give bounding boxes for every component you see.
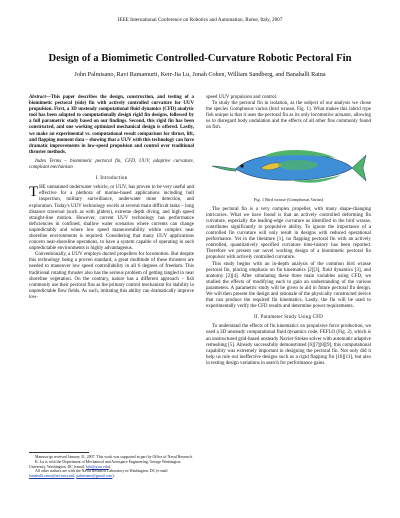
right-paragraph-4: This study begins with an in-depth analysis of the common bird wrasse pectoral fin, placing emphasis on fin kinematics [2][3], fluid dynamics [3], and anatomy [2][4]. After simulating these three main variables using CFD, we studied the effects of modifying each to gain an understanding of the various parameters. A parametric study will be given to aid in future pectoral fin design. We will then present the design and rationale of the physically constructed device that can produce the required fin kinematics. Lastly, the fin will be used to experimentally verify the CFD results and determine power requirements. bbox=[206, 261, 371, 310]
abstract bbox=[29, 95, 194, 156]
intro-paragraph-1 bbox=[29, 185, 194, 252]
bird-wrasse-illustration bbox=[206, 135, 371, 197]
footnote-other-authors-end: ). bbox=[112, 474, 115, 479]
footnote-rule bbox=[29, 452, 89, 453]
footnote-separator: , bbox=[74, 474, 77, 479]
paper-title: Design of a Biomimetic Controlled-Curvature Robotic Pectoral Fin bbox=[48, 53, 352, 64]
intro-paragraph-2: Conventionally, a UUV employs ducted propellers for locomotion. But despite this technology being a proven standard, a great multitude of these thrusters are needed to maneuver low speed controllability in all 6 degrees of freedom. This traditional rotating thruster also has the serious problem of getting tangled in near shoreline vegetation. On the contrary, nature has a different approach – fish commonly use their pectoral fins as the primary control mechanism for stability in unpredictable flow fields. As such, imitating this ability can dramatically improve low- bbox=[29, 252, 194, 300]
intro-text-1: HE unmanned underwater vehicle, or UUV, has proven to be very useful and effective for a plethora of marine-based applications including hull inspection, military surveillance, underwater mine detection, and exploration. Today's UUV technology excels at several main difficult tasks – long distance traversal (such as with gliders), extreme depth diving, and high speed straight-line motion. However, current UUV technology has performance deficiencies in confined, shallow water scenarios where currents can change unpredictably and where low speed maneuverability within complex near shoreline environments is required. Considering that many UUV applications concern near-shoreline operations, to have a system capable of operating in such unpredictable environments is highly advantageous. bbox=[29, 185, 194, 252]
right-paragraph-2: To study the pectoral fin in isolation, as the subject of our analysis we chose the species Gomphosus varius (bird wrasse, Fig. 1). What makes this labrid type fish unique is that it uses the pectoral fin as its only locomotive actuator, allowing us to disregard body undulation and the effects of all other fins commonly found on fish. bbox=[206, 101, 371, 131]
figure-1 bbox=[206, 135, 371, 197]
footnote-author-lu bbox=[29, 460, 194, 470]
right-paragraph-5: To understand the effects of fin kinematics on propulsive force production, we used a 3D unsteady computational fluid dynamics code, FEFLO (Fig. 2), which is an unstructured grid-based unsteady Navier-Stokes solver with automatic adaptive remeshing [5]. Already successfully demonstrated [6][7][8][9], this computational capability was extremely important in designing the pectoral fin. Not only did it help us rule out ineffective designs such as a rigid flapping fin [10][11], but also in testing design variations in search for performance gains. bbox=[206, 324, 371, 366]
abstract-label: Abstract bbox=[29, 95, 46, 100]
right-paragraph-1: speed UUV propulsion and control. bbox=[206, 95, 278, 100]
drop-cap: T bbox=[29, 184, 39, 201]
conference-header: IEEE International Conference on Robotics and Automation, Rome, Italy, 2007 bbox=[117, 17, 283, 23]
fish-tail bbox=[352, 155, 366, 181]
right-paragraph-3: The pectoral fin is a very complex propeller, with many shape-changing intricacies. What we have found is that an actively controlled deforming fin curvature, especially the leading-edge curvature as identified in the bird wrasse, contributes significantly to propulsive ability. To ignore the importance of a controlled fin curvature will only result in designs with reduced operational performance. Yet in the literature [1], no flapping pectoral fin with an actively controlled, quantitatively specified curvature time-history has been reported. Therefore we present our novel working design of a biomimetic pectoral fin propulsor with actively controlled curvature. bbox=[206, 206, 371, 261]
body-stripe bbox=[278, 160, 318, 170]
index-terms: Index Terms – biomimetic pectoral fin, CFD, UUV, adaptive curvature, compliant mechanism bbox=[29, 158, 194, 171]
left-column bbox=[29, 95, 194, 301]
footnote-other-authors bbox=[29, 469, 194, 479]
abstract-text: —This paper describes the design, construction, and testing of a biomimetic pectoral (side) fin with actively controlled curvature for UUV propulsion. First, a 3D unsteady computational fluid dynamics (CFD) analytic tool has been adapted to computationally design rigid fin designs, followed by a full parametric study based on our findings. Second, this rigid fin has been constructed, and one working optimized mechanical design is offered. Lastly, we make an experimental vs. computational result comparison for thrust, lift, and flapping moment data – showing that a UUV with this technology can have dramatic improvements in low-speed propulsion and control over traditional thruster methods. bbox=[29, 95, 194, 155]
email-link-ratna[interactable]: banahalli.ratna@nrl.navy.mil bbox=[29, 474, 75, 479]
section-heading-parameter-study: II. Parameter Study Using CFD bbox=[254, 315, 323, 321]
email-link-palmisano[interactable]: palmisano@gmail.com bbox=[76, 474, 113, 479]
footnote-manuscript: Manuscript received January 31, 2007. This work was supported in part by Office of Naval Research. bbox=[35, 455, 194, 459]
author-list: John Palmisano, Ravi Ramamurti, Kerr-Jia Lu, Jonah Cohen, William Sandberg, and Banahalli Ratna bbox=[74, 71, 326, 78]
section-heading-introduction: I. Introduction bbox=[95, 176, 128, 182]
footnote-author-lu-end: ). bbox=[108, 464, 112, 469]
figure-1-caption: Fig. 1 Bird wrasse (Gomphosus Varius) bbox=[253, 196, 324, 202]
fish-snout bbox=[212, 166, 236, 171]
footnote-other-authors-text: All other authors are with the Naval Research Laboratory in Washington, DC (e-mail: bbox=[35, 469, 169, 474]
footnotes bbox=[29, 452, 194, 479]
fish-eye bbox=[240, 164, 243, 167]
email-link-lu[interactable]: kjlu@gwu.edu bbox=[85, 464, 109, 469]
footnote-author-lu-text: K. Lu is with the Department of Mechanical and Aerospace Engineering, George Washington University, Washington, DC (email: bbox=[29, 459, 181, 469]
right-column bbox=[206, 95, 371, 367]
